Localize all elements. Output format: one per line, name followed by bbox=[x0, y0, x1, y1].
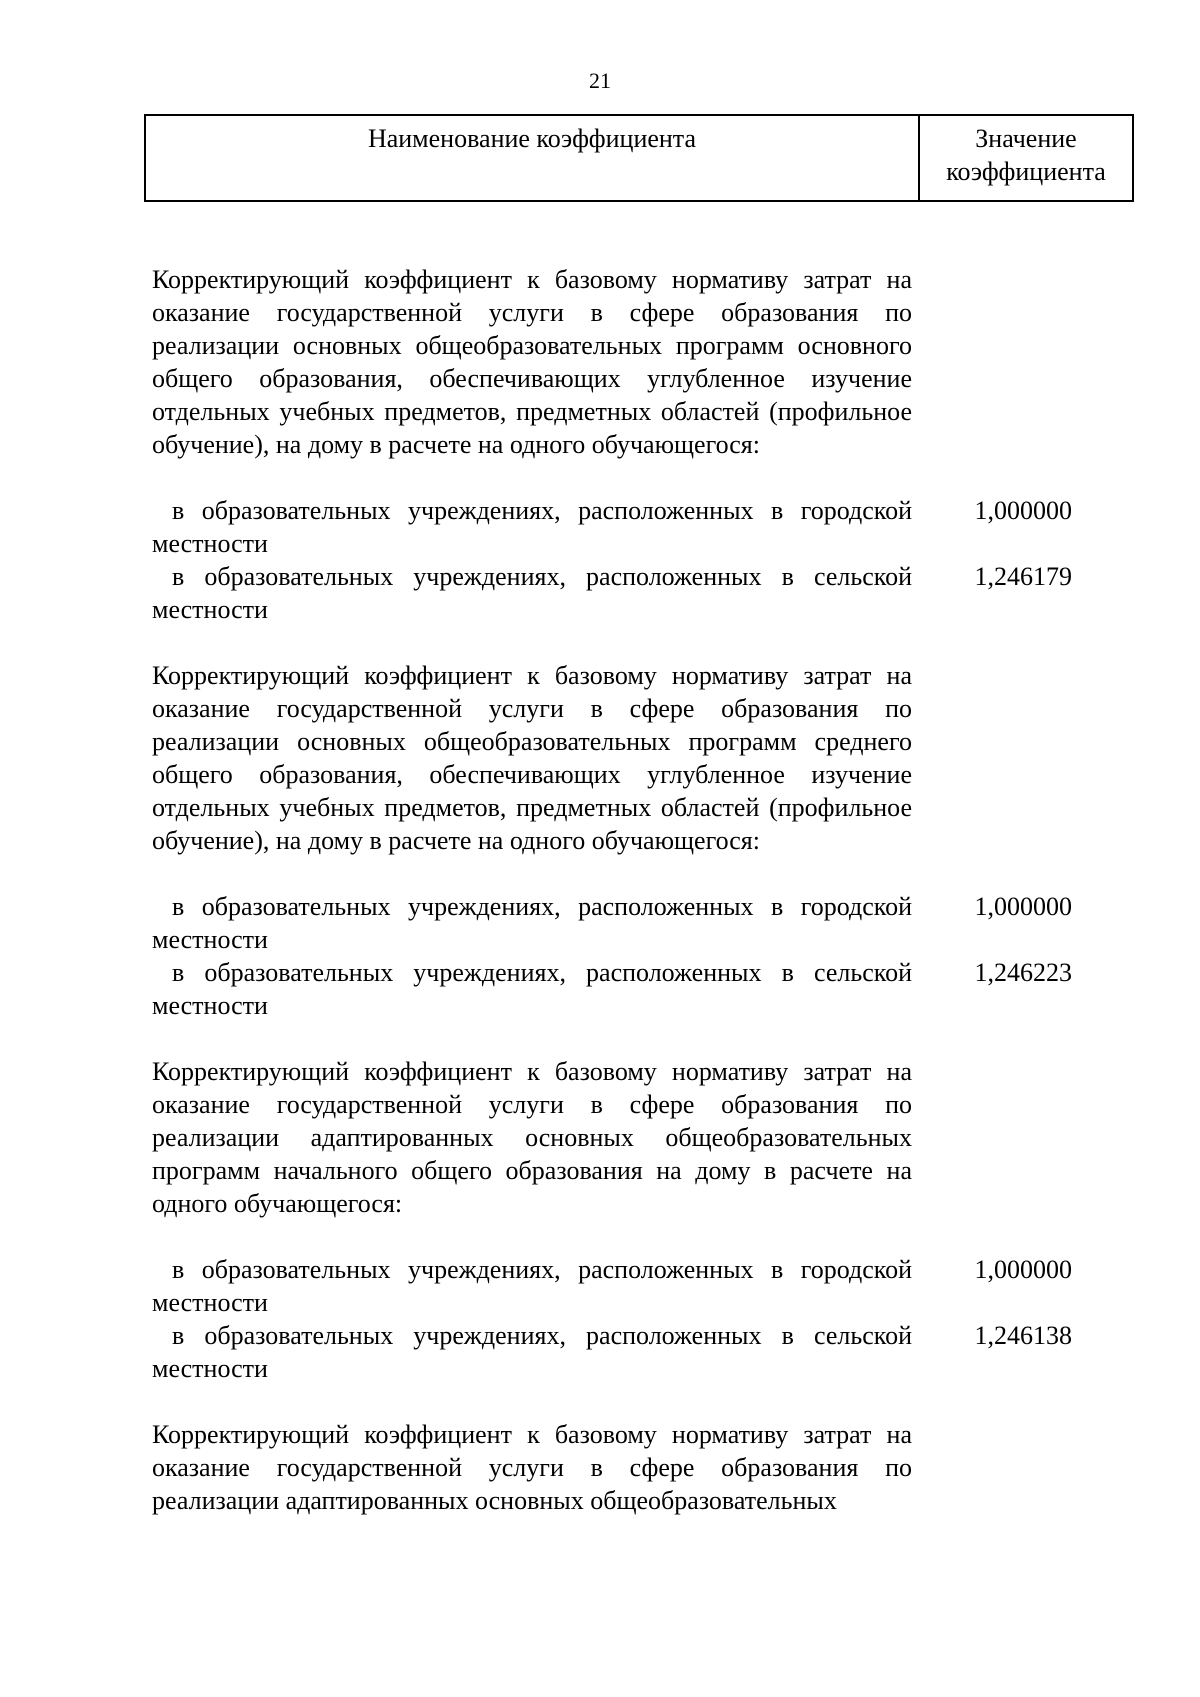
coefficient-label: в образовательных учреждениях, расположенных в городской местности bbox=[152, 1255, 912, 1317]
section-heading: Корректирующий коэффициент к базовому нормативу затрат на оказание государственной услуги в сфере образования по реализации основных общеобразовательных программ основного общего образования, обеспечивающих углубленное изучение отдельных учебных предметов, предметных областей (профильное обучение), на дому в расчете на одного обучающегося: bbox=[152, 265, 912, 459]
coefficient-label: в образовательных учреждениях, расположенных в городской местности bbox=[152, 496, 912, 558]
coefficient-label: в образовательных учреждениях, расположенных в сельской местности bbox=[152, 1321, 912, 1383]
coefficient-value: 1,000000 bbox=[974, 892, 1072, 921]
coefficient-row bbox=[152, 494, 1102, 560]
coefficient-row bbox=[152, 890, 1102, 956]
page-number: 21 bbox=[589, 68, 611, 93]
column-header-value-line1: Значение bbox=[975, 124, 1077, 153]
coefficient-list bbox=[152, 263, 1102, 1517]
section-heading: Корректирующий коэффициент к базовому нормативу затрат на оказание государственной услуги в сфере образования по реализации основных общеобразовательных программ среднего общего образования, обеспечивающих углубленное изучение отдельных учебных предметов, предметных областей (профильное обучение), на дому в расчете на одного обучающегося: bbox=[152, 661, 912, 855]
coefficient-label: в образовательных учреждениях, расположенных в городской местности bbox=[152, 892, 912, 954]
section bbox=[152, 1055, 1102, 1418]
coefficient-value: 1,000000 bbox=[974, 496, 1072, 525]
section-heading: Корректирующий коэффициент к базовому нормативу затрат на оказание государственной услуги в сфере образования по реализации адаптированных основных общеобразовательных программ начального общего образования на дому в расчете на одного обучающегося: bbox=[152, 1057, 912, 1218]
section-heading: Корректирующий коэффициент к базовому нормативу затрат на оказание государственной услуги в сфере образования по реализации адаптированных основных общеобразовательных bbox=[152, 1420, 912, 1515]
column-header-name: Наименование коэффициента bbox=[146, 116, 920, 200]
section bbox=[152, 659, 1102, 1055]
coefficient-value: 1,246179 bbox=[974, 562, 1072, 591]
coefficient-value: 1,000000 bbox=[974, 1255, 1072, 1284]
coefficient-label: в образовательных учреждениях, расположенных в сельской местности bbox=[152, 562, 912, 624]
coefficient-label: в образовательных учреждениях, расположенных в сельской местности bbox=[152, 958, 912, 1020]
section bbox=[152, 263, 1102, 659]
column-header-value bbox=[920, 116, 1132, 200]
coefficient-value: 1,246138 bbox=[974, 1321, 1072, 1350]
coefficient-row bbox=[152, 560, 1102, 626]
column-header-value-line2: коэффициента bbox=[946, 157, 1106, 186]
table-header bbox=[144, 114, 1134, 202]
coefficient-value: 1,246223 bbox=[974, 958, 1072, 987]
coefficient-row bbox=[152, 1319, 1102, 1385]
coefficient-row bbox=[152, 956, 1102, 1022]
section bbox=[152, 1418, 1102, 1517]
coefficient-row bbox=[152, 1253, 1102, 1319]
